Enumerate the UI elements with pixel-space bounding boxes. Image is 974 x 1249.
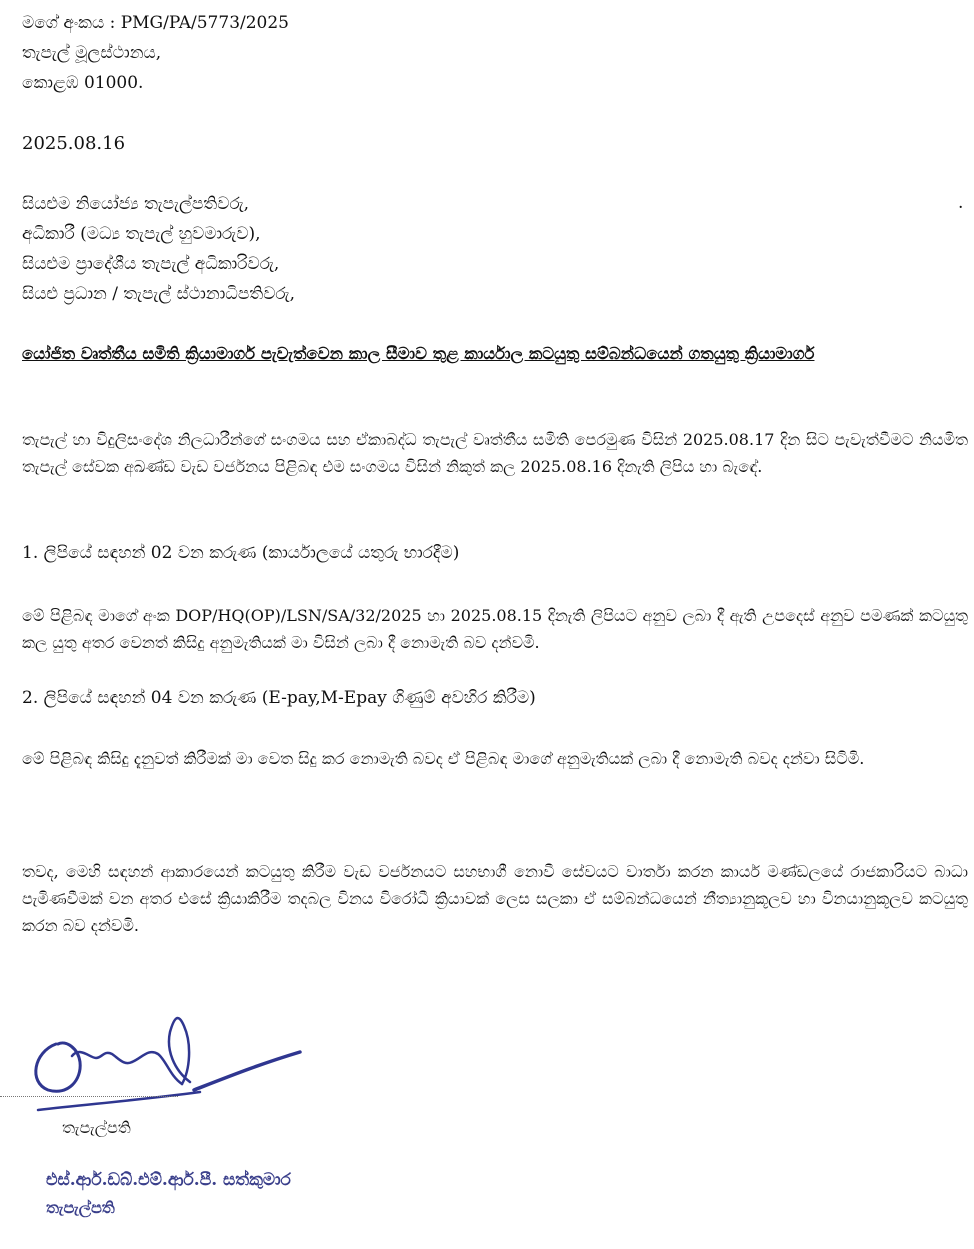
handwritten-signature xyxy=(20,992,320,1112)
recipient-line-3: සියළුම ප්‍රාදේශීය තැපැල් අධිකාරිවරු, xyxy=(22,254,280,274)
signatory-name: එස්.ආර්.ඩබ්.එම්.ආර්.පී. සත්කුමාර xyxy=(46,1170,291,1190)
recipient-line-1: සියළුම නියෝජ්‍ය තැපැල්පතිවරු, xyxy=(22,194,250,214)
recipient-line-4: සියළු ප්‍රධාන / තැපැල් ස්ථානාධිපතිවරු, xyxy=(22,284,296,304)
recipient-line-2: අධිකාරී (මධ්‍ය තැපැල් හුවමාරුව), xyxy=(22,224,261,244)
closing-paragraph: තවද, මෙහි සඳහන් ආකාරයෙන් කටයුතු කිරීම වැඩ වර්ජනයට සහභාගී නොවී සේවයට වාර්තා කරන කාර්ය මණ්ඩලයේ රාජකාරියට බාධා පැමිණවීමක් වන අතර එසේ ක්‍රියාකිරීම තදබල විනය විරෝධී ක්‍රියාවක් ලෙස සලකා ඒ සම්බන්ධයෙන් නීත්‍යානුකූලව හා විනයානුකූලව කටයුතු කරන බව දන්වමි. xyxy=(22,862,968,935)
reference-number: මගේ අංකය : PMG/PA/5773/2025 xyxy=(22,13,290,33)
signatory-role: තැපැල්පති xyxy=(46,1198,115,1217)
signature-title: තැපැල්පති xyxy=(62,1118,131,1137)
address-line-1: තැපැල් මූලස්ථානය, xyxy=(22,43,162,63)
letter-date: 2025.08.16 xyxy=(22,133,126,154)
item-1-heading: 1. ලිපියේ සඳහන් 02 වන කරුණ (කාර්යාලයේ යතුරු භාරදීම) xyxy=(22,543,460,563)
margin-dot: . xyxy=(958,193,964,213)
item-2-heading: 2. ලිපියේ සඳහන් 04 වන කරුණ (E-pay,M-Epay ගිණුම් අවහිර කිරීම) xyxy=(22,688,536,708)
item-1-body: මේ පිළිබඳ මාගේ අංක DOP/HQ(OP)/LSN/SA/32/2025 හා 2025.08.15 දිනැති ලිපියට අනුව ලබා දී ඇති උපදෙස් අනුව පමණක් කටයුතු කල යුතු අතර වෙනත් කිසිදු අනුමැතියක් මා විසින් ලබා දී නොමැති බව දන්වමි. xyxy=(22,606,968,652)
subject-heading: යෝජිත වෘත්තීය සමිති ක්‍රියාමාර්ග පැවැත්වෙන කාල සීමාව තුළ කාර්යාල කටයුතු සම්බන්ධයෙන් ගතයුතු ක්‍රියාමාර්ග xyxy=(22,344,815,363)
address-line-2: කොළඹ 01000. xyxy=(22,73,144,93)
intro-paragraph: තැපැල් හා විදුලිසංදේශ නිලධාරීන්ගේ සංගමය සහ ඒකාබද්ධ තැපැල් වෘත්තීය සමිති පෙරමුණ විසින් 2025.08.17 දින සිට පැවැත්වීමට නියමිත තැපැල් සේවක අඛණ්ඩ වැඩ වර්ජනය පිළිබඳ එම සංගමය විසින් නිකුත් කල 2025.08.16 දිනැති ලිපිය හා බැඳේ. xyxy=(22,430,968,476)
item-2-body: මේ පිළිබඳ කිසිදු දැනුවත් කිරීමක් මා වෙත සිදු කර නොමැති බවද ඒ පිළිබඳ මාගේ අනුමැතියක් ලබා දී නොමැති බවද දන්වා සිටිමි. xyxy=(22,749,865,768)
signature-dotted-line xyxy=(0,1096,178,1097)
